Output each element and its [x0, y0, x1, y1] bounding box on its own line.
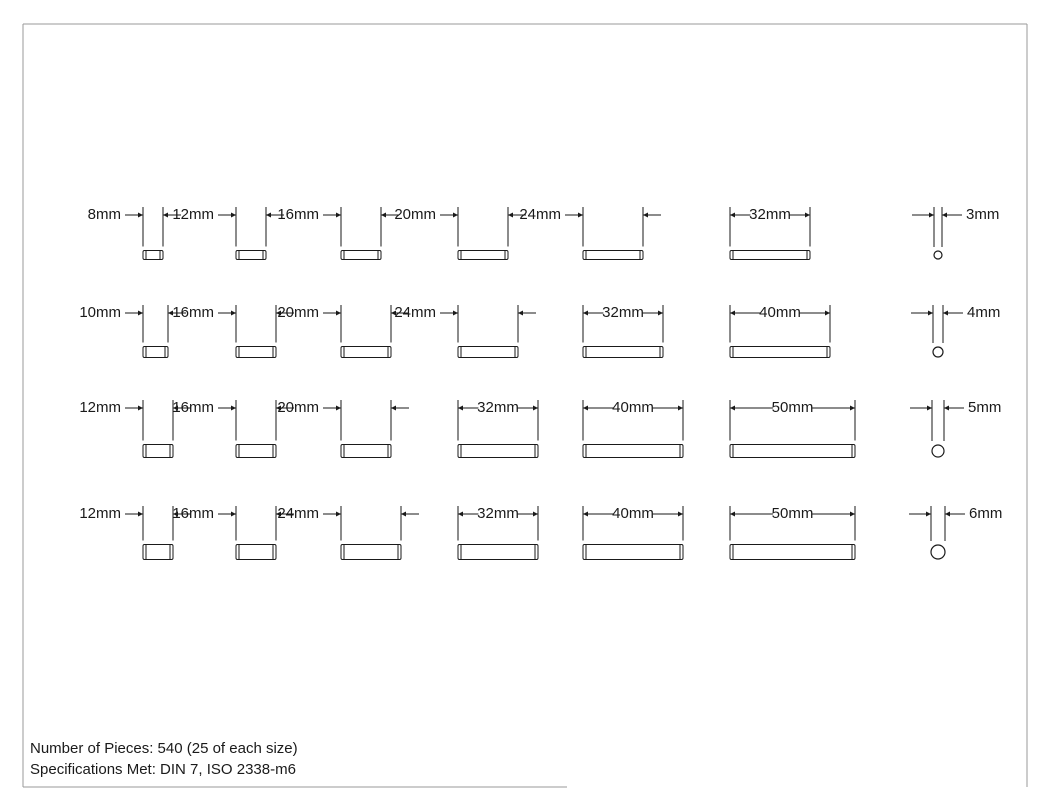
dimension-label: 32mm — [477, 398, 519, 416]
dowel-pin — [730, 505, 855, 560]
pin-body — [236, 545, 276, 560]
dowel-pin — [277, 206, 399, 260]
note-number-of-pieces: Number of Pieces: 540 (25 of each size) — [30, 740, 298, 757]
pin-body — [730, 545, 855, 560]
dowel-pin — [583, 505, 683, 560]
dimension-label: 32mm — [477, 504, 519, 522]
dimension-label: 20mm — [277, 303, 319, 321]
dimension-label: 40mm — [612, 504, 654, 522]
pin-body — [143, 545, 173, 560]
dowel-pin — [730, 304, 830, 358]
dowel-pin — [519, 206, 661, 260]
pin-end-view — [910, 399, 1001, 457]
pin-row-3mm — [88, 206, 1000, 260]
dimension-label: 12mm — [172, 205, 214, 223]
pin-body — [730, 347, 830, 358]
diameter-label: 6mm — [969, 504, 1003, 522]
drawing-notes — [30, 738, 298, 780]
pin-body — [730, 251, 810, 260]
pin-end-circle — [933, 347, 943, 357]
pin-body — [236, 445, 276, 458]
dowel-pin — [88, 206, 181, 260]
note-specifications: Specifications Met: DIN 7, ISO 2338-m6 — [30, 761, 296, 778]
pin-body — [583, 545, 683, 560]
dimension-label: 8mm — [87, 205, 121, 223]
dowel-pin — [172, 304, 294, 358]
pin-rows — [79, 206, 1002, 560]
dimension-label: 20mm — [277, 398, 319, 416]
pin-row-4mm — [79, 304, 1000, 358]
pin-body — [458, 347, 518, 358]
pin-body — [236, 251, 266, 260]
pin-row-5mm — [79, 399, 1001, 458]
pin-body — [143, 445, 173, 458]
dowel-pin — [277, 399, 409, 458]
pin-body — [458, 445, 538, 458]
pin-end-view — [909, 505, 1002, 559]
pin-end-circle — [931, 545, 945, 559]
dimension-label: 40mm — [759, 303, 801, 321]
pin-body — [583, 251, 643, 260]
dimension-label: 50mm — [771, 398, 814, 416]
dowel-pin — [79, 304, 186, 358]
dimension-label: 10mm — [79, 303, 121, 321]
pin-body — [583, 445, 683, 458]
dimension-label: 16mm — [172, 504, 214, 522]
pin-body — [583, 347, 663, 358]
pin-end-view — [912, 206, 999, 259]
dowel-pin — [458, 505, 538, 560]
pin-body — [341, 445, 391, 458]
dimension-label: 16mm — [172, 398, 214, 416]
pin-row-6mm — [79, 505, 1002, 560]
dowel-pin — [172, 399, 294, 458]
dimension-label: 16mm — [277, 205, 319, 223]
dowel-pin — [394, 304, 536, 358]
diameter-label: 4mm — [967, 303, 1001, 321]
pin-body — [341, 545, 401, 560]
pin-body — [236, 347, 276, 358]
dowel-pin — [583, 399, 683, 458]
pin-body — [458, 545, 538, 560]
dowel-pin — [394, 206, 526, 260]
pin-end-view — [911, 304, 1000, 357]
dowel-pin — [583, 304, 663, 358]
dowel-pin — [277, 304, 409, 358]
dimension-label: 20mm — [394, 205, 436, 223]
dimension-label: 24mm — [277, 504, 319, 522]
dimension-label: 24mm — [394, 303, 436, 321]
dimension-label: 16mm — [172, 303, 214, 321]
pin-end-circle — [932, 445, 944, 457]
diameter-label: 5mm — [968, 398, 1002, 416]
dowel-pin — [458, 399, 538, 458]
diameter-label: 3mm — [966, 205, 1000, 223]
dimension-label: 32mm — [749, 205, 791, 223]
pin-body — [143, 347, 168, 358]
pin-body — [458, 251, 508, 260]
dowel-pin — [277, 505, 419, 560]
pin-body — [730, 445, 855, 458]
pin-body — [341, 251, 381, 260]
pin-body — [341, 347, 391, 358]
dowel-pin — [730, 399, 855, 458]
pin-end-circle — [934, 251, 942, 259]
dimension-label: 40mm — [612, 398, 654, 416]
dowel-pin — [730, 206, 810, 260]
dimension-label: 12mm — [79, 504, 121, 522]
dimension-label: 24mm — [519, 205, 561, 223]
dowel-pin — [172, 206, 284, 260]
dimension-label: 12mm — [79, 398, 121, 416]
dimension-label: 50mm — [771, 504, 814, 522]
dimension-label: 32mm — [602, 303, 644, 321]
dowel-pin — [172, 505, 294, 560]
